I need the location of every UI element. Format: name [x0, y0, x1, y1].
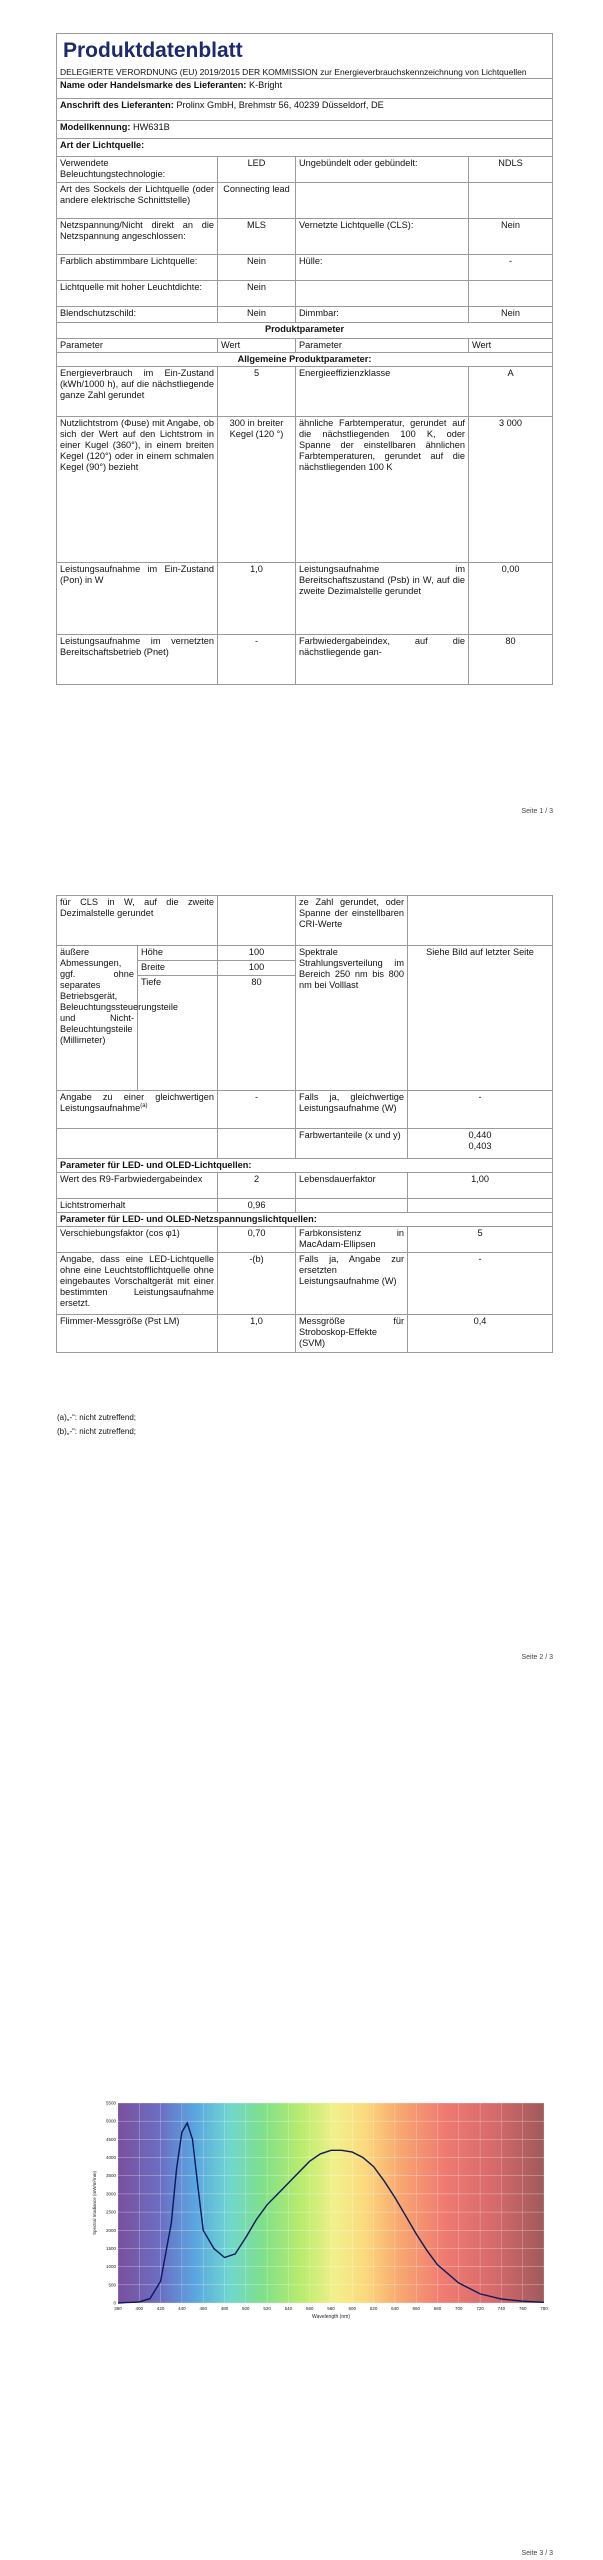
light-source-type-header: Art der Lichtquelle: — [57, 139, 553, 157]
technology-label: Verwendete Beleuchtungstechnologie: — [57, 157, 218, 183]
connected-label: Vernetzte Lichtquelle (CLS): — [296, 219, 469, 255]
useful-flux-label: Nutzlichtstrom (Φuse) mit Angabe, ob sich der Wert auf den Lichtstrom in einer Kugel (360°), in einem breiten Kegel (120°) oder in einem schmalen Kegel (90°) bezieht — [57, 417, 218, 563]
x-tick-label: 540 — [284, 2306, 293, 2311]
spectral-distribution-label: Spektrale Strahlungsverteilung im Bereich 250 nm bis 800 nm bei Volllast — [296, 946, 408, 1091]
mains-parameters-header: Parameter für LED- und OLED-Netzspannungslichtquellen: — [57, 1213, 553, 1227]
x-tick-label: 780 — [540, 2306, 548, 2311]
x-tick-label: 580 — [327, 2306, 335, 2311]
lumen-maintenance-label: Lichtstromerhalt — [57, 1199, 218, 1213]
column-header-parameter-2: Parameter — [296, 339, 469, 353]
high-luminance-label: Lichtquelle mit hoher Leuchtdichte: — [57, 281, 218, 307]
colour-tunable-label: Farblich abstimmbare Lichtquelle: — [57, 255, 218, 281]
high-luminance-value: Nein — [218, 281, 296, 307]
x-tick-label: 640 — [391, 2306, 399, 2311]
supplier-row — [57, 79, 553, 99]
equivalent-power-label: Angabe zu einer gleichwertigen Leistungsaufnahme$^{(a)}$ — [57, 1091, 218, 1129]
page-title: Produktdatenblatt — [63, 39, 243, 62]
survival-factor-label: Lebensdauerfaktor — [296, 1173, 408, 1199]
dimmable-value: Nein — [469, 307, 553, 323]
product-parameters-header: Produktparameter — [57, 323, 553, 339]
y-tick-label: 4500 — [105, 2136, 116, 2142]
energy-class-value: A — [469, 367, 553, 417]
displacement-factor-label: Verschiebungsfaktor (cos φ1) — [57, 1227, 218, 1253]
survival-factor-value: 1,00 — [408, 1173, 553, 1199]
cap-type-value: Connecting lead — [218, 183, 296, 219]
flicker-value: 1,0 — [218, 1315, 296, 1353]
model-row — [57, 121, 553, 139]
anti-glare-label: Blendschutzschild: — [57, 307, 218, 323]
mains-value: MLS — [218, 219, 296, 255]
mains-label: Netzspannung/Nicht direkt an die Netzspannung angeschlossen: — [57, 219, 218, 255]
y-tick-label: 3000 — [105, 2191, 116, 2197]
spectral-distribution-value: Siehe Bild auf letzter Seite — [408, 946, 553, 1091]
footnote-b: (b)„-“: nicht zutreffend; — [57, 1427, 136, 1436]
width-value: 100 — [218, 961, 296, 976]
footnote-a-marker: (a) — [140, 1102, 148, 1109]
y-tick-label: 4000 — [105, 2155, 116, 2161]
useful-flux-value: 300 in breiter Kegel (120 °) — [218, 417, 296, 563]
cap-type-label: Art des Sockels der Lichtquelle (oder andere elektrische Schnittstelle) — [57, 183, 218, 219]
lumen-maintenance-value: 0,96 — [218, 1199, 296, 1213]
y-tick-label: 3500 — [105, 2173, 116, 2179]
led-parameters-header: Parameter für LED- und OLED-Lichtquellen: — [57, 1159, 553, 1173]
x-tick-label: 380 — [114, 2306, 122, 2311]
r9-label: Wert des R9-Farbwiedergabeindex — [57, 1173, 218, 1199]
x-tick-label: 460 — [199, 2306, 207, 2311]
x-tick-labels — [114, 2306, 548, 2311]
stroboscopic-label: Messgröße für Stroboskop-Effekte (SVM) — [296, 1315, 408, 1353]
column-header-value-2: Wert — [469, 339, 553, 353]
energy-consumption-label: Energieverbrauch im Ein-Zustand (kWh/1000 h), auf die nächstliegende ganze Zahl gerundet — [57, 367, 218, 417]
address-label: Anschrift des Lieferanten: — [60, 100, 174, 110]
connected-value: Nein — [469, 219, 553, 255]
chromaticity-x: 0,440 — [468, 1130, 492, 1140]
replaced-power-label: Falls ja, Angabe zur ersetzten Leistungsaufnahme (W) — [296, 1253, 408, 1315]
page-2 — [0, 830, 603, 1680]
colour-tunable-value: Nein — [218, 255, 296, 281]
supplier-label: Name oder Handelsmarke des Lieferanten: — [60, 80, 247, 90]
y-tick-label: 0 — [113, 2300, 116, 2306]
page-number-3: Seite 3 / 3 — [521, 2550, 553, 2557]
x-axis-label: Wavelength (nm) — [312, 2314, 350, 2320]
anti-glare-value: Nein — [218, 307, 296, 323]
x-tick-label: 740 — [497, 2306, 506, 2311]
x-tick-label: 500 — [242, 2306, 250, 2311]
r9-value: 2 — [218, 1173, 296, 1199]
chromaticity-values — [408, 1129, 553, 1159]
energy-class-label: Energieeffizienzklasse — [296, 367, 469, 417]
x-tick-label: 420 — [156, 2306, 165, 2311]
directional-value: NDLS — [469, 157, 553, 183]
x-tick-label: 760 — [518, 2306, 527, 2311]
y-tick-label: 500 — [108, 2282, 116, 2288]
continued-right-text: ze Zahl gerundet, oder Spanne der einstellbaren CRI-Werte — [296, 896, 408, 946]
x-tick-label: 520 — [263, 2306, 271, 2311]
replaced-power-value: - — [408, 1253, 553, 1315]
spectral-distribution-chart — [88, 2095, 554, 2331]
model-value: HW631B — [133, 122, 170, 132]
y-tick-label: 2500 — [105, 2209, 116, 2215]
general-parameters-header: Allgemeine Produktparameter: — [57, 353, 553, 367]
cri-label: Farbwiedergabeindex, auf die nächstliegende gan- — [296, 635, 469, 685]
x-tick-label: 400 — [135, 2306, 144, 2311]
y-tick-labels — [106, 2101, 117, 2306]
y-tick-label: 5000 — [105, 2118, 116, 2124]
cct-value: 3 000 — [469, 417, 553, 563]
technology-value: LED — [218, 157, 296, 183]
address-row — [57, 99, 553, 121]
networked-standby-label: Leistungsaufnahme im vernetzten Bereitschaftsbetrieb (Pnet) — [57, 635, 218, 685]
x-tick-label: 620 — [369, 2306, 378, 2311]
envelope-value: - — [469, 255, 553, 281]
energy-consumption-value: 5 — [218, 367, 296, 417]
page-number-2: Seite 2 / 3 — [521, 1654, 553, 1661]
y-tick-label: 1500 — [105, 2245, 116, 2251]
page-number-1: Seite 1 / 3 — [521, 808, 553, 815]
cct-label: ähnliche Farbtemperatur, gerundet auf die nächstliegenden 100 K, oder Spanne der einstellbaren ähnlichen Farbtemperaturen, gerundet auf die nächstliegenden 100 K — [296, 417, 469, 563]
continued-left-text: für CLS in W, auf die zweite Dezimalstelle gerundet — [57, 896, 218, 946]
title-cell — [57, 34, 553, 79]
on-mode-power-label: Leistungsaufnahme im Ein-Zustand (Pon) in W — [57, 563, 218, 635]
standby-power-label: Leistungsaufnahme im Bereitschaftszustand (Psb) in W, auf die zweite Dezimalstelle gerundet — [296, 563, 469, 635]
x-tick-label: 560 — [305, 2306, 314, 2311]
x-tick-label: 600 — [348, 2306, 357, 2311]
y-axis-label: Spectral Irradiance (mW/m²/nm) — [92, 2170, 97, 2236]
x-tick-label: 440 — [178, 2306, 186, 2311]
x-tick-label: 660 — [412, 2306, 420, 2311]
flicker-label: Flimmer-Messgröße (Pst LM) — [57, 1315, 218, 1353]
colour-consistency-label: Farbkonsistenz in MacAdam-Ellipsen — [296, 1227, 408, 1253]
x-tick-label: 700 — [455, 2306, 463, 2311]
y-tick-label: 5500 — [105, 2100, 116, 2106]
envelope-label: Hülle: — [296, 255, 469, 281]
stroboscopic-value: 0,4 — [408, 1315, 553, 1353]
chromaticity-y: 0,403 — [468, 1141, 492, 1151]
column-header-value: Wert — [218, 339, 296, 353]
depth-value: 80 — [218, 976, 296, 1091]
y-tick-label: 1000 — [105, 2264, 116, 2270]
dimmable-label: Dimmbar: — [296, 307, 469, 323]
height-value: 100 — [218, 946, 296, 961]
standby-power-value: 0,00 — [469, 563, 553, 635]
x-tick-label: 480 — [220, 2306, 229, 2311]
page-1 — [0, 0, 603, 830]
supplier-value: K-Bright — [248, 80, 283, 90]
chromaticity-label: Farbwertanteile (x und y) — [296, 1129, 408, 1159]
displacement-factor-value: 0,70 — [218, 1227, 296, 1253]
x-tick-label: 720 — [476, 2306, 484, 2311]
y-tick-label: 2000 — [105, 2227, 116, 2233]
replacement-claim-value: -(b) — [218, 1253, 296, 1315]
width-label: Breite — [138, 961, 218, 976]
depth-label: Tiefe — [138, 976, 218, 1091]
equivalent-power-value: - — [218, 1091, 296, 1129]
dimensions-label: äußere Abmessungen, ggf. ohne separates Betriebsgerät, Beleuchtungssteuerungsteile und Nicht-Beleuchtungsteile (Millimeter) — [57, 946, 138, 1091]
datasheet-table-page-2 — [56, 895, 553, 1353]
cri-value: 80 — [469, 635, 553, 685]
equivalent-power-watt-value: - — [408, 1091, 553, 1129]
networked-standby-value: - — [218, 635, 296, 685]
replacement-claim-label: Angabe, dass eine LED-Lichtquelle ohne eine Leuchtstofflichtquelle ohne eingebautes Vorschaltgerät mit einer bestimmten Leistungsaufnahme ersetzt. — [57, 1253, 218, 1315]
on-mode-power-value: 1,0 — [218, 563, 296, 635]
footnote-a: (a)„-“: nicht zutreffend; — [57, 1413, 136, 1422]
datasheet-table-page-1 — [56, 33, 553, 685]
equivalent-power-watt-label: Falls ja, gleichwertige Leistungsaufnahme (W) — [296, 1091, 408, 1129]
height-label: Höhe — [138, 946, 218, 961]
address-value: Prolinx GmbH, Brehmstr 56, 40239 Düsseldorf, DE — [176, 100, 384, 110]
x-tick-label: 680 — [433, 2306, 442, 2311]
column-header-parameter: Parameter — [57, 339, 218, 353]
model-label: Modellkennung: — [60, 122, 131, 132]
directional-label: Ungebündelt oder gebündelt: — [296, 157, 469, 183]
regulation-subtitle: DELEGIERTE VERORDNUNG (EU) 2019/2015 DER KOMMISSION zur Energieverbrauchskennzeichnung von Lichtquellen — [60, 67, 527, 77]
colour-consistency-value: 5 — [408, 1227, 553, 1253]
